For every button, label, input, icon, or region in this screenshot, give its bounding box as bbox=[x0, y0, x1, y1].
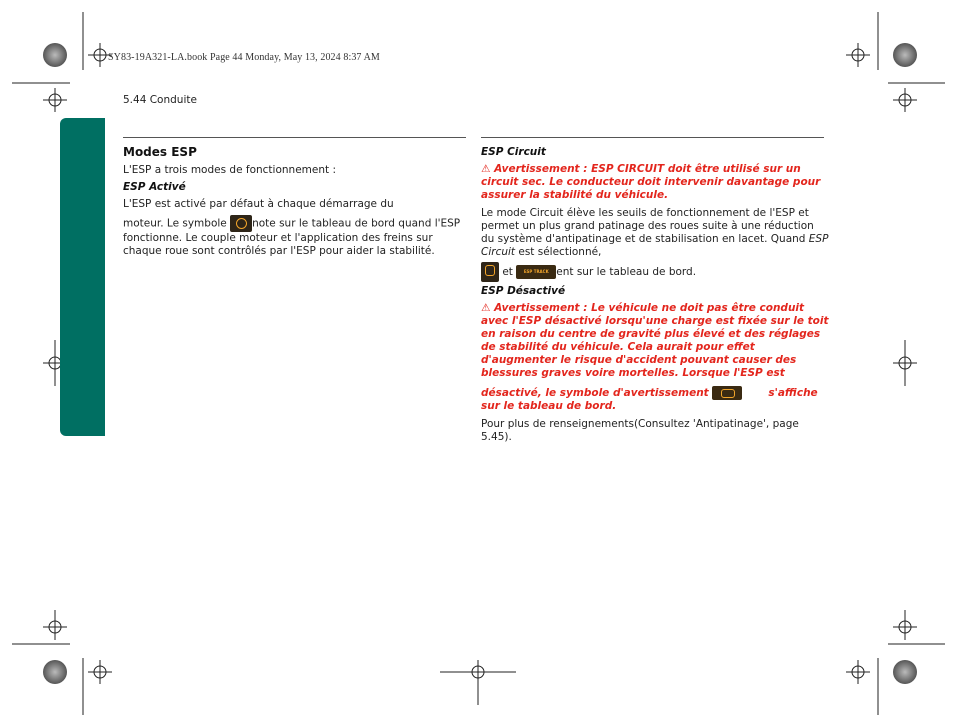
paragraph-circuit-mode bbox=[481, 207, 829, 259]
text-fragment: moteur. Le symbole bbox=[123, 217, 231, 230]
esp-warning-icon bbox=[230, 215, 252, 232]
warning-text: désactivé, le symbole d'avertissement bbox=[481, 387, 713, 399]
esp-track-icon: ESP TRACK bbox=[516, 265, 556, 279]
registration-dot-bottom-left bbox=[43, 660, 67, 684]
print-slug: SY83-19A321-LA.book Page 44 Monday, May 13, 2024 8:37 AM bbox=[108, 52, 380, 63]
intro-text: L'ESP a trois modes de fonctionnement : bbox=[123, 164, 336, 176]
warning-text: s'affiche sur le tableau de bord. bbox=[481, 387, 818, 412]
text-fragment: Le mode Circuit élève les seuils de fonctionnement de l'ESP et permet un plus grand patinage des roues suite à une réduction du système d'antipatinage et de stabilisation en lacet. Quand bbox=[481, 207, 814, 245]
warning-triangle-icon: ⚠ bbox=[481, 302, 491, 314]
right-column bbox=[481, 146, 829, 444]
text-fragment: et bbox=[499, 266, 517, 278]
chapter-tab bbox=[60, 118, 105, 436]
column-rule-left bbox=[123, 137, 466, 138]
warning-text: Avertissement : ESP CIRCUIT doit être utilisé sur un circuit sec. Le conducteur doit intervenir davantage pour assurer la stabilité du véhicule. bbox=[481, 163, 821, 201]
left-column bbox=[123, 146, 468, 258]
warning-esp-circuit bbox=[481, 163, 829, 202]
text-fragment: note sur le tableau de bord quand l'ESP fonctionne. Le couple moteur et l'application des freins sur chaque roue sont contrôlés par l'ESP pour aider la stabilité. bbox=[123, 217, 461, 257]
esp-off-icon bbox=[712, 386, 742, 400]
text-fragment: ent sur le tableau de bord. bbox=[556, 266, 697, 278]
subheading-esp-off: ESP Désactivé bbox=[481, 285, 566, 297]
paragraph-circuit-icons bbox=[481, 262, 829, 282]
subheading-esp-circuit: ESP Circuit bbox=[481, 146, 546, 158]
warning-esp-off bbox=[481, 302, 829, 380]
paragraph-esp-active-1: L'ESP est activé par défaut à chaque démarrage du bbox=[123, 198, 394, 210]
paragraph-esp-active-2 bbox=[123, 215, 468, 258]
registration-dot-bottom-right bbox=[893, 660, 917, 684]
warning-text: Avertissement : Le véhicule ne doit pas être conduit avec l'ESP désactivé lorsqu'une charge est fixée sur le toit en raison du centre de gravité plus élevé et des réglages de stabilité du véhicule. Cela aurait pour effet d'augmenter le risque d'accident pouvant causer des blessures graves voire mortelles. Lorsque l'ESP est bbox=[481, 302, 829, 379]
text-fragment: est sélectionné, bbox=[515, 246, 602, 258]
column-rule-right bbox=[481, 137, 824, 138]
running-head: 5.44 Conduite bbox=[123, 94, 197, 106]
paragraph-more-info: Pour plus de renseignements(Consultez 'Antipatinage', page 5.45). bbox=[481, 418, 799, 443]
section-title: Modes ESP bbox=[123, 145, 197, 159]
warning-triangle-icon: ⚠ bbox=[481, 163, 491, 175]
registration-dot-top-right bbox=[893, 43, 917, 67]
subheading-esp-active: ESP Activé bbox=[123, 181, 186, 193]
registration-dot-top-left bbox=[43, 43, 67, 67]
text-fragment: ESP Circuit bbox=[481, 233, 829, 258]
esp-warning-icon bbox=[481, 262, 499, 282]
warning-esp-off-symbol bbox=[481, 386, 829, 413]
